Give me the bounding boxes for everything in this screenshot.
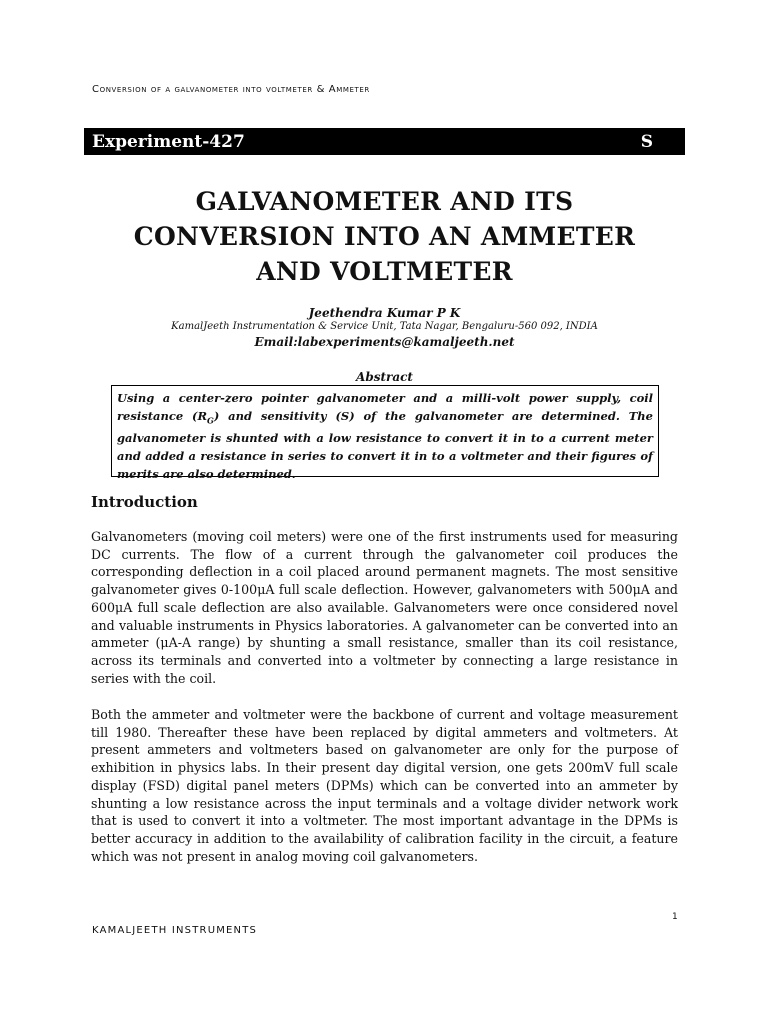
author-affiliation: KamalJeeth Instrumentation & Service Unit, Tata Nagar, Bengaluru-560 092, INDIA xyxy=(171,321,598,332)
introduction-heading: Introduction xyxy=(91,493,198,511)
experiment-code: S xyxy=(640,131,653,152)
author-name: Jeethendra Kumar P K xyxy=(308,306,461,320)
page-number: 1 xyxy=(672,912,678,922)
abstract-box xyxy=(111,385,659,482)
experiment-bar xyxy=(84,128,685,155)
abstract-text-end: ) and sensitivity (S) of the galvanometer are determined. The galvanometer is shunted with a low resistance to convert it in to a current meter and added a resistance in series to convert it in to a voltmeter and their figures of merits are also determined. xyxy=(117,409,653,482)
abstract-subscript: G xyxy=(207,415,214,426)
introduction-paragraph-1: Galvanometers (moving coil meters) were one of the first instruments used for measuring DC currents. The flow of a current through the galvanometer coil produces the corresponding deflection in a coil placed around permanent magnets. The most sensitive galvanometer gives 0-100μA full scale deflection. However, galvanometers with 500μA and 600μA full scale deflection are also available. Galvanometers were once considered novel and valuable instruments in Physics laboratories. A galvanometer can be converted into an ammeter (μA-A range) by shunting a small resistance, smaller than its coil resistance, across its terminals and converted into a voltmeter by connecting a large resistance in series with the coil. xyxy=(91,529,678,686)
introduction-paragraph-2: Both the ammeter and voltmeter were the backbone of current and voltage measurement till 1980. Thereafter these have been replaced by digital ammeters and voltmeters. At present ammeters and voltmeters based on galvanometer are only for the purpose of exhibition in physics labs. In their present day digital version, one gets 200mV full scale display (FSD) digital panel meters (DPMs) which can be converted into an ammeter by shunting a low resistance across the input terminals and a voltage divider network work that is used to convert it into a voltmeter. The most important advantage in the DPMs is better accuracy in addition to the availability of calibration facility in the circuit, a feature which was not present in analog moving coil galvanometers. xyxy=(91,707,678,864)
experiment-number: Experiment-427 xyxy=(92,131,245,152)
footer-publisher: KAMALJEETH INSTRUMENTS xyxy=(92,925,258,936)
title-line-1: GALVANOMETER AND ITS xyxy=(195,187,574,216)
abstract-text-start: Using a center-zero pointer galvanometer and a milli-volt power supply, coil resistance (R xyxy=(117,391,653,423)
running-header: Conversion of a galvanometer into voltmeter & Ammeter xyxy=(92,84,370,95)
title-line-3: AND VOLTMETER xyxy=(256,257,513,286)
abstract-heading: Abstract xyxy=(356,370,413,384)
page-title xyxy=(84,184,685,289)
author-email: Email:labexperiments@kamaljeeth.net xyxy=(254,335,515,349)
title-line-2: CONVERSION INTO AN AMMETER xyxy=(133,222,636,251)
